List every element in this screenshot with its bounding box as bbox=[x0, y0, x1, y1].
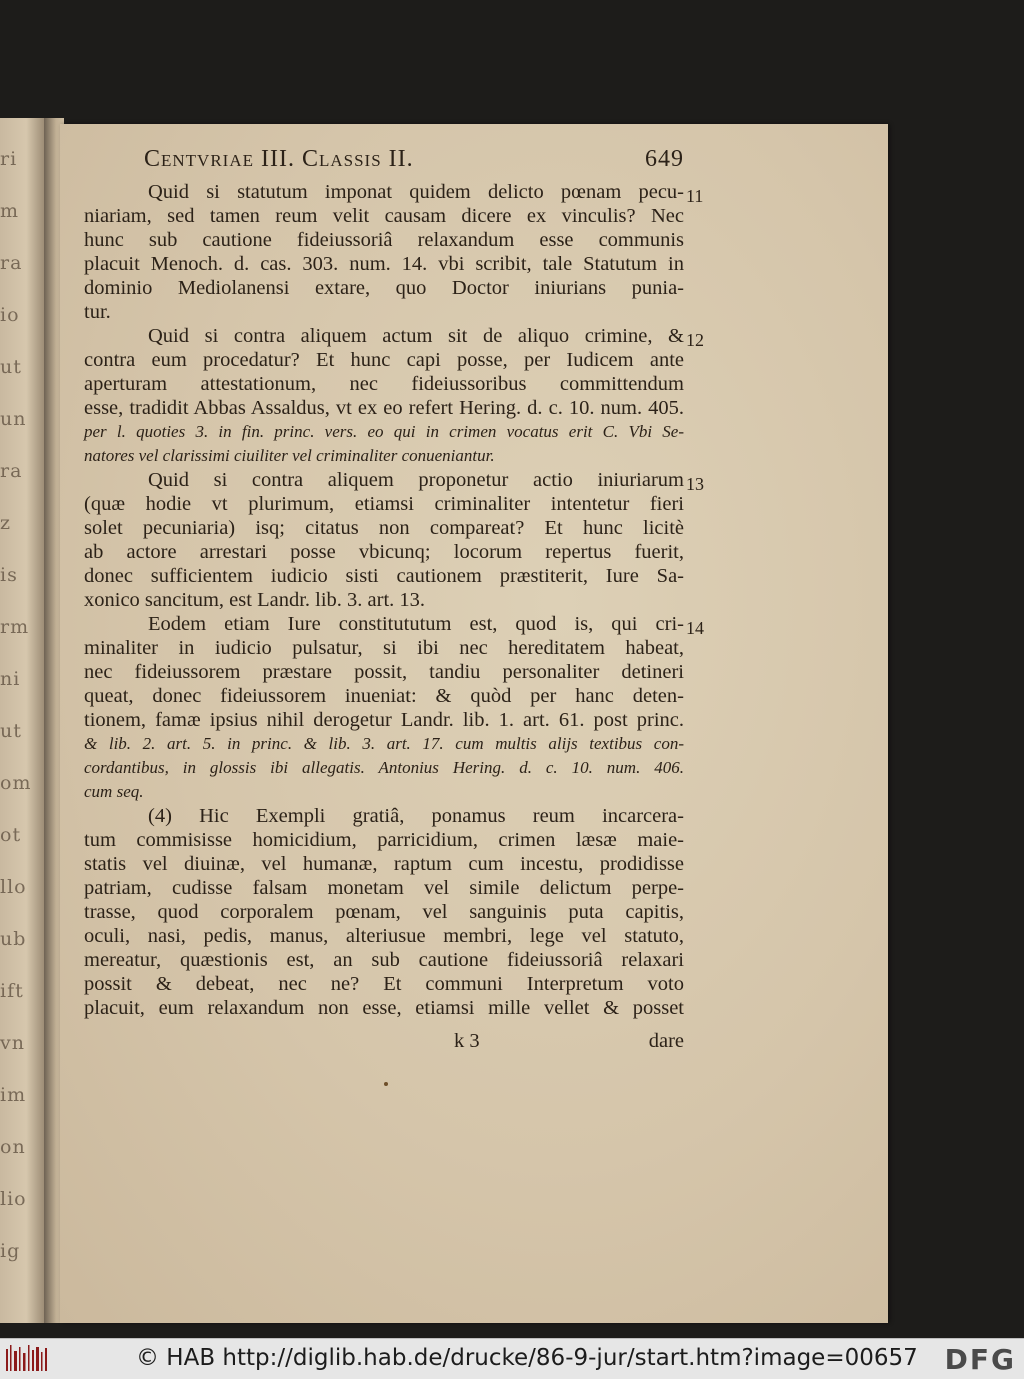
catchword: dare bbox=[648, 1030, 684, 1052]
facing-page-fragment: ig bbox=[0, 1240, 21, 1262]
text-line: aperturam attestationum, nec fideiussoribus committendum bbox=[84, 373, 684, 395]
text-line: cum seq. bbox=[84, 782, 144, 801]
facing-page-fragment: ut bbox=[0, 356, 22, 378]
facing-page-fragment: vn bbox=[0, 1032, 25, 1054]
viewer-footer bbox=[0, 1338, 1024, 1379]
margin-number: 14 bbox=[686, 618, 704, 638]
text-line: placuit Menoch. d. cas. 303. num. 14. vbi scribit, tale Statutum in bbox=[84, 253, 684, 275]
margin-number: 12 bbox=[686, 330, 704, 350]
text-line: dominio Mediolanensi extare, quo Doctor iniurians punia- bbox=[84, 277, 684, 299]
margin-number: 11 bbox=[686, 186, 704, 206]
facing-page-fragment: m bbox=[0, 200, 20, 222]
text-line: Quid si contra aliquem actum sit de aliquo crimine, & bbox=[148, 325, 684, 347]
text-line: xonico sancitum, est Landr. lib. 3. art. 13. bbox=[84, 589, 426, 611]
facing-page-fragment: lio bbox=[0, 1188, 27, 1210]
facing-page-fragment: im bbox=[0, 1084, 27, 1106]
text-line: natores vel clarissimi ciuiliter vel criminaliter conueniantur. bbox=[84, 446, 495, 465]
text-line: oculi, nasi, pedis, manus, alteriusue membri, lege vel statuto, bbox=[84, 925, 684, 947]
text-line: Eodem etiam Iure constitututum est, quod is, qui cri- bbox=[148, 613, 684, 635]
text-line: solet pecuniaria) isq; citatus non compareat? Et hunc licitè bbox=[84, 517, 684, 539]
text-line: niariam, sed tamen reum velit causam dicere ex vinculis? Nec bbox=[84, 205, 684, 227]
page-number: 649 bbox=[645, 146, 684, 172]
facing-page-fragment: is bbox=[0, 564, 18, 586]
signature-mark: k 3 bbox=[454, 1030, 480, 1052]
facing-page-fragment: io bbox=[0, 304, 20, 326]
text-line: queat, donec fideiussorem inueniat: & quòd per hanc deten- bbox=[84, 685, 684, 707]
text-line: trasse, quod corporalem pœnam, vel sanguinis puta capitis, bbox=[84, 901, 684, 923]
facing-page-fragment: z bbox=[0, 512, 12, 534]
facing-page-fragment: un bbox=[0, 408, 27, 430]
text-line: patriam, cudisse falsam monetam vel simile delictum perpe- bbox=[84, 877, 684, 899]
text-line: tionem, famæ ipsius nihil derogetur Landr. lib. 1. art. 61. post princ. bbox=[84, 709, 684, 731]
running-head bbox=[84, 146, 684, 176]
text-line: nec fideiussorem præstare possit, tandiu personaliter detineri bbox=[84, 661, 684, 683]
text-line: mereatur, quæstionis est, an sub cautione fideiussoriâ relaxari bbox=[84, 949, 684, 971]
facing-page-fragment: om bbox=[0, 772, 32, 794]
text-line: (quæ hodie vt plurimum, etiamsi criminaliter intentetur fieri bbox=[84, 493, 684, 515]
text-line: Quid si statutum imponat quidem delicto pœnam pecu- bbox=[148, 181, 684, 203]
facing-page-fragment: ni bbox=[0, 668, 21, 690]
facing-page-fragment: ub bbox=[0, 928, 27, 950]
text-line: ab actore arrestari posse vbicunq; locorum repertus fuerit, bbox=[84, 541, 684, 563]
text-line: esse, tradidit Abbas Assaldus, vt ex eo refert Hering. d. c. 10. num. 405. bbox=[84, 397, 684, 419]
text-line: hunc sub cautione fideiussoriâ relaxandum esse communis bbox=[84, 229, 684, 251]
facing-page-edge bbox=[0, 118, 44, 1323]
dfg-logo: DFG bbox=[944, 1343, 1016, 1376]
facing-page-fragment: ra bbox=[0, 460, 23, 482]
margin-number: 13 bbox=[686, 474, 704, 494]
facing-page-fragment: ra bbox=[0, 252, 23, 274]
text-line: cordantibus, in glossis ibi allegatis. Antonius Hering. d. c. 10. num. 406. bbox=[84, 758, 684, 777]
text-line: statis vel diuinæ, vel humanæ, raptum cum incestu, prodidisse bbox=[84, 853, 684, 875]
running-head-title: Centvriae III. Classis II. bbox=[144, 146, 414, 172]
facing-page-fragment: ot bbox=[0, 824, 22, 846]
text-line: & lib. 2. art. 5. in princ. & lib. 3. art. 17. cum multis alijs textibus con- bbox=[84, 734, 684, 753]
text-line: donec sufficientem iudicio sisti cautionem præstiterit, Iure Sa- bbox=[84, 565, 684, 587]
text-line: placuit, eum relaxandum non esse, etiamsi mille vellet & posset bbox=[84, 997, 684, 1019]
facing-page-fragment: rm bbox=[0, 616, 30, 638]
text-line: Quid si contra aliquem proponetur actio iniuriarum bbox=[148, 469, 684, 491]
body-text bbox=[84, 180, 684, 1030]
copyright-link[interactable]: © HAB http://diglib.hab.de/drucke/86-9-jur/start.htm?image=00657 bbox=[136, 1345, 918, 1371]
hab-barcode-icon bbox=[6, 1345, 48, 1373]
text-line: (4) Hic Exempli gratiâ, ponamus reum incarcera- bbox=[148, 805, 684, 827]
facing-page-fragment: ri bbox=[0, 148, 18, 170]
facing-page-fragment: on bbox=[0, 1136, 26, 1158]
text-line: tum commisisse homicidium, parricidium, crimen læsæ maie- bbox=[84, 829, 684, 851]
facing-page-fragment: ut bbox=[0, 720, 22, 742]
text-line: tur. bbox=[84, 301, 111, 323]
facing-page-fragment: llo bbox=[0, 876, 27, 898]
text-line: possit & debeat, nec ne? Et communi Interpretum voto bbox=[84, 973, 684, 995]
text-line: contra eum procedatur? Et hunc capi posse, per Iudicem ante bbox=[84, 349, 684, 371]
facing-page-fragment: ift bbox=[0, 980, 24, 1002]
paper-blemish bbox=[384, 1082, 388, 1086]
text-line: per l. quoties 3. in fin. princ. vers. eo qui in crimen vocatus erit C. Vbi Se- bbox=[84, 422, 684, 441]
text-line: minaliter in iudicio pulsatur, si ibi nec hereditatem habeat, bbox=[84, 637, 684, 659]
